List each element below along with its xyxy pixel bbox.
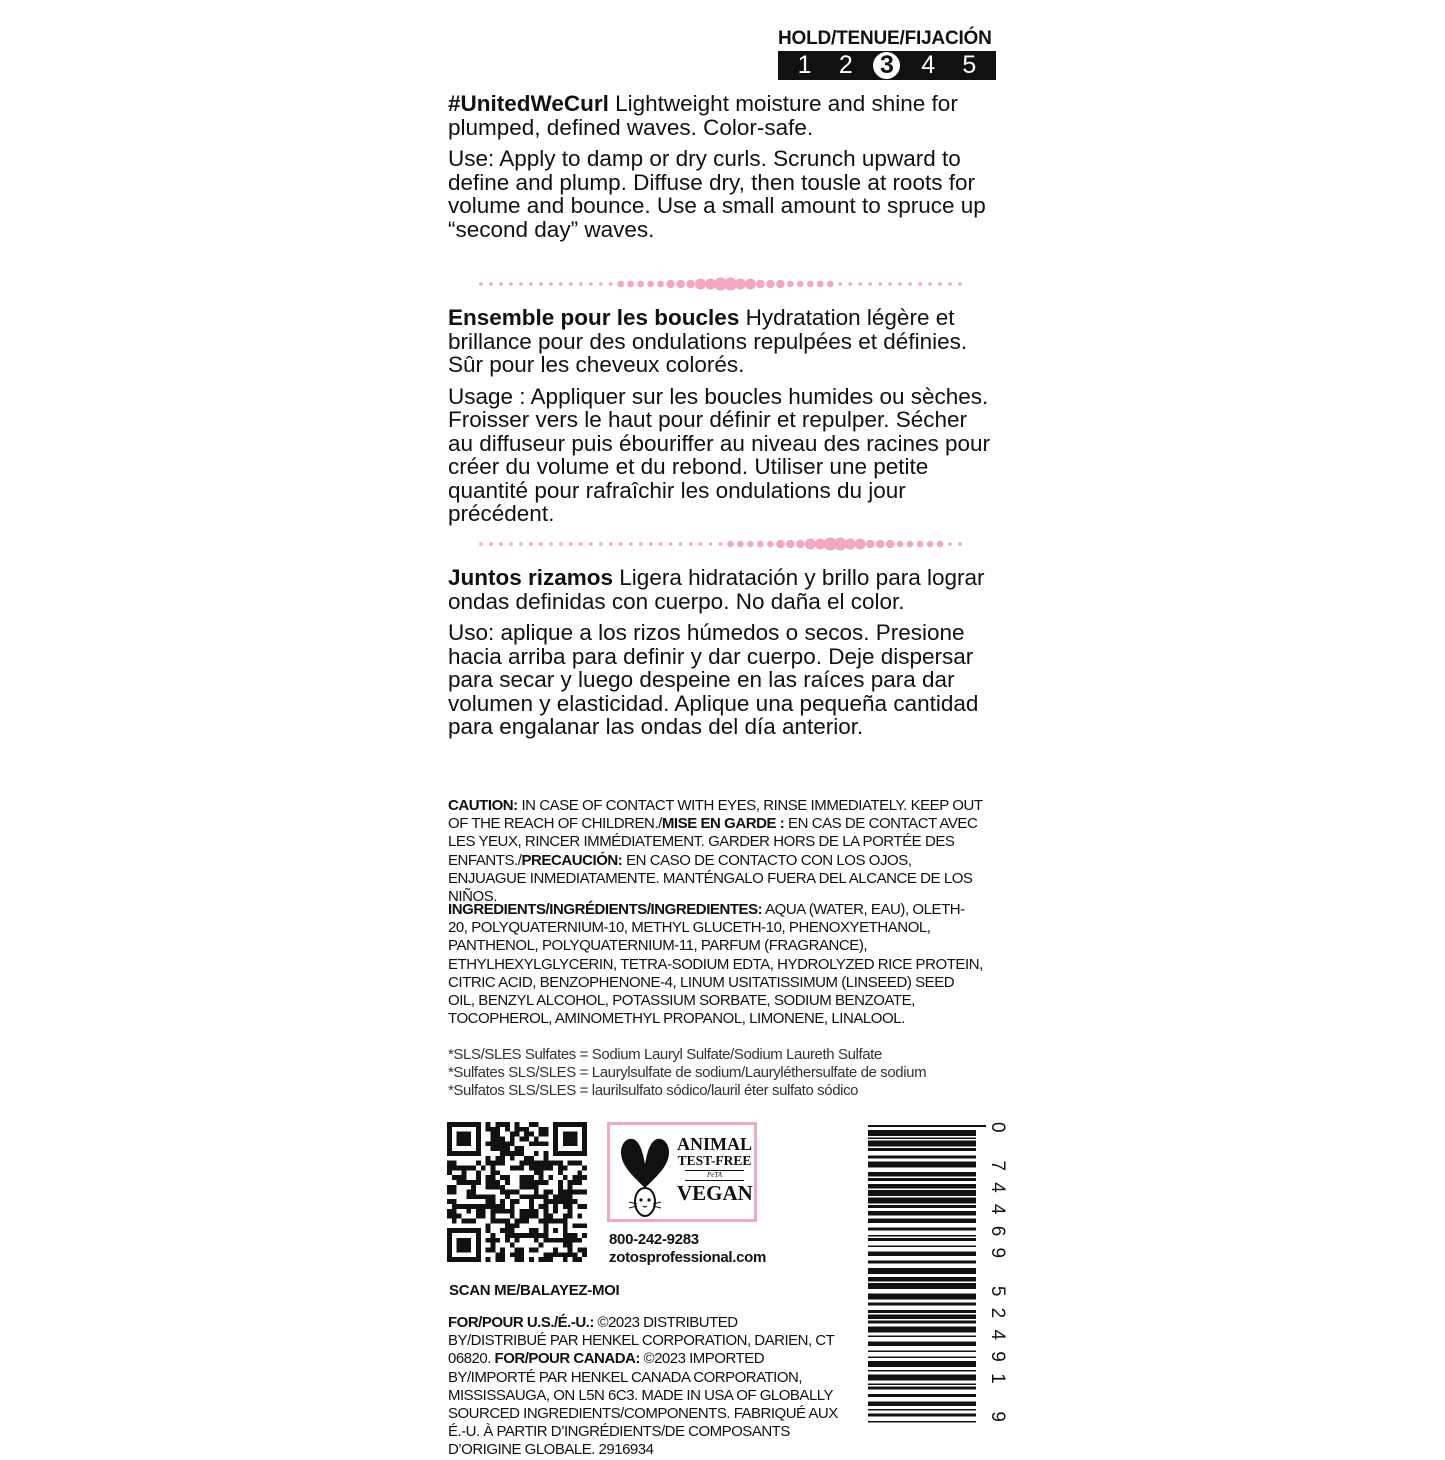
separator-dot: [509, 542, 513, 546]
ingredients-text: [448, 901, 983, 1028]
separator-dot: [897, 541, 904, 548]
distribution-label-us: FOR/POUR U.S./É.-U.:: [448, 1314, 594, 1331]
separator-dot: [669, 542, 673, 546]
peta-logo-text: PeTA: [685, 1170, 744, 1181]
barcode-digits: [976, 1122, 1008, 1422]
separator-dot: [529, 282, 533, 286]
barcode-number: 0 74469 52491 9: [987, 1122, 1008, 1422]
separator-dot: [657, 281, 664, 288]
english-use: Use: Apply to damp or dry curls. Scrunch upward to define and plump. Diffuse dry, then tousle at roots for volume and bounce. Use a small amount to spruce up “second day” waves.: [448, 146, 986, 242]
separator-dot: [787, 281, 794, 288]
separator-dot: [797, 281, 804, 288]
separator-dot: [917, 541, 924, 548]
caution-label-fr: MISE EN GARDE :: [661, 815, 785, 833]
separator-dot: [559, 542, 563, 546]
separator-dot: [499, 282, 503, 286]
french-brand: Ensemble pour les boucles: [448, 305, 740, 330]
spanish-brand: Juntos rizamos: [448, 565, 614, 590]
dotted-separator-1: [478, 274, 963, 294]
separator-dot: [689, 542, 693, 546]
footnote-fr: *Sulfates SLS/SLES = Laurylsulfate de sodium/Lauryléthersulfate de sodium: [448, 1064, 927, 1082]
peta-line-vegan: VEGAN: [677, 1181, 753, 1205]
separator-dot: [579, 282, 583, 286]
separator-dot: [876, 540, 885, 549]
separator-dot: [817, 281, 824, 288]
separator-dot: [958, 542, 962, 546]
separator-dot: [958, 282, 962, 286]
dotted-separator-2: [478, 534, 963, 554]
separator-dot: [928, 282, 932, 286]
hold-level-bar: [778, 51, 996, 80]
separator-dot: [937, 541, 944, 548]
separator-dot: [866, 540, 875, 549]
separator-dot: [855, 539, 866, 550]
contact-info: [609, 1231, 766, 1267]
peta-badge: [607, 1122, 757, 1222]
separator-dot: [489, 542, 493, 546]
footnote-en: *SLS/SLES Sulfates = Sodium Lauryl Sulfate/Sodium Laureth Sulfate: [448, 1046, 882, 1063]
separator-dot: [647, 281, 654, 288]
separator-dot: [489, 282, 493, 286]
distribution-text-ca: ©2023 IMPORTED BY/IMPORTÉ PAR HENKEL CANADA CORPORATION, MISSISSAUGA, ON L5N 6C3. MADE IN USA OF GLOBALLY SOURCED INGREDIENTS/COMPONENTS. FABRIQUÉ AUX É.-U. À PARTIR D’INGRÉDIENTS/DE COMPOSANTS D’ORIGINE GLOBALE. 2916934: [448, 1350, 838, 1459]
separator-dot: [848, 282, 852, 286]
separator-dot: [907, 541, 914, 548]
separator-dot: [786, 540, 795, 549]
separator-dot: [796, 540, 805, 549]
caution-text: [448, 797, 983, 906]
sulfate-footnotes: [448, 1046, 926, 1101]
english-description: [448, 92, 993, 139]
bunny-heart-icon: [615, 1130, 675, 1220]
hold-scale: [778, 28, 996, 80]
qr-code[interactable]: [447, 1122, 587, 1262]
separator-dot: [948, 282, 952, 286]
separator-dot: [569, 282, 573, 286]
separator-dot: [766, 280, 775, 289]
separator-dot: [948, 542, 952, 546]
spanish-section: [448, 566, 993, 739]
separator-dot: [747, 541, 754, 548]
separator-dot: [589, 282, 593, 286]
peta-text: [677, 1135, 752, 1204]
peta-line-animal: ANIMAL: [677, 1134, 752, 1154]
caution-label-en: CAUTION:: [448, 797, 518, 814]
peta-line-test-free: TEST-FREE: [677, 1153, 752, 1168]
separator-dot: [735, 279, 746, 290]
separator-dot: [479, 542, 483, 546]
separator-dot: [886, 540, 895, 549]
phone-number[interactable]: 800-242-9283: [609, 1231, 699, 1248]
separator-dot: [805, 539, 816, 550]
hold-level-5: 5: [962, 51, 977, 79]
separator-dot: [599, 542, 603, 546]
separator-dot: [589, 542, 593, 546]
hold-level-4: 4: [921, 51, 936, 79]
separator-dot: [745, 279, 756, 290]
separator-dot: [529, 542, 533, 546]
separator-dot: [709, 542, 713, 546]
separator-dot: [539, 542, 543, 546]
separator-dot: [676, 280, 685, 289]
separator-dot: [719, 542, 723, 546]
distribution-text: [448, 1314, 838, 1460]
separator-dot: [898, 282, 902, 286]
separator-dot: [549, 542, 553, 546]
spanish-use: Uso: aplique a los rizos húmedos o secos. Presione hacia arriba para definir y dar cuerpo. Deje dispersar para secar y luego despeine en las raíces para dar volumen y elasticidad. Aplique una pequeña cantidad para engalanar las ondas del día anterior.: [448, 620, 979, 739]
english-description-text: Lightweight moisture and shine for plumped, defined waves. Color-safe.: [448, 91, 958, 140]
footnote-es: *Sulfatos SLS/SLES = laurilsulfato sódico/lauril éter sulfato sódico: [448, 1082, 859, 1100]
separator-dot: [908, 282, 912, 286]
separator-dot: [539, 282, 543, 286]
separator-dot: [519, 282, 523, 286]
distribution-label-ca: FOR/POUR CANADA:: [494, 1350, 640, 1368]
separator-dot: [617, 281, 624, 288]
ingredients-label: INGREDIENTS/INGRÉDIENTS/INGREDIENTES:: [448, 901, 763, 918]
separator-dot: [559, 282, 563, 286]
separator-dot: [679, 542, 683, 546]
separator-dot: [695, 279, 706, 290]
separator-dot: [756, 280, 765, 289]
separator-dot: [918, 282, 922, 286]
distribution-text-us: ©2023 DISTRIBUTED BY/DISTRIBUÉ PAR HENKEL CORPORATION, DARIEN, CT 06820.: [448, 1314, 835, 1368]
caution-text-en: IN CASE OF CONTACT WITH EYES, RINSE IMMEDIATELY. KEEP OUT OF THE REACH OF CHILDREN./: [448, 797, 983, 833]
separator-dot: [927, 541, 934, 548]
hold-level-3: 3: [873, 52, 900, 79]
separator-dot: [569, 542, 573, 546]
separator-dot: [839, 282, 843, 286]
separator-dot: [649, 542, 653, 546]
spanish-description: [448, 566, 993, 613]
separator-dot: [858, 282, 862, 286]
caution-text-es: EN CASO DE CONTACTO CON LOS OJOS, ENJUAGUE INMEDIATAMENTE. MANTÉNGALO FUERA DEL ALCANCE DE LOS NIÑOS.: [448, 851, 973, 906]
separator-dot: [637, 281, 644, 288]
qr-caption: SCAN ME/BALAYEZ-MOI: [449, 1282, 620, 1299]
separator-dot: [888, 282, 892, 286]
separator-dot: [878, 282, 882, 286]
separator-dot: [699, 542, 703, 546]
separator-dot: [499, 542, 503, 546]
separator-dot: [609, 282, 613, 286]
separator-dot: [666, 280, 675, 289]
separator-dot: [599, 282, 603, 286]
separator-dot: [807, 281, 814, 288]
separator-dot: [727, 541, 734, 548]
hold-title: HOLD/TENUE/FIJACIÓN: [778, 28, 992, 49]
separator-dot: [845, 539, 856, 550]
separator-dot: [509, 282, 513, 286]
separator-dot: [579, 542, 583, 546]
separator-dot: [868, 282, 872, 286]
french-description: [448, 306, 993, 377]
french-description-text: Hydratation légère et brillance pour des ondulations repulpées et définies. Sûr pour les cheveux colorés.: [448, 305, 968, 377]
ingredients-list: AQUA (WATER, EAU), OLETH-20, POLYQUATERNIUM-10, METHYL GLUCETH-10, PHENOXYETHANOL, PANTHENOL, POLYQUATERNIUM-11, PARFUM (FRAGRANCE), ETHYLHEXYLGLYCERIN, TETRA-SODIUM EDTA, HYDROLYZED RICE PROTEIN, CITRIC ACID, BENZOPHENONE-4, LINUM USITATISSIMUM (LINSEED) SEED OIL, BENZYL ALCOHOL, POTASSIUM SORBATE, SODIUM BENZOATE, TOCOPHEROL, AMINOMETHYL PROPANOL, LIMONENE, LINALOOL.: [448, 901, 983, 1028]
separator-dot: [639, 542, 643, 546]
separator-dot: [627, 281, 634, 288]
separator-dot: [479, 282, 483, 286]
separator-dot: [549, 282, 553, 286]
separator-dot: [737, 541, 744, 548]
separator-dot: [767, 541, 774, 548]
separator-dot: [619, 542, 623, 546]
spanish-description-text: Ligera hidratación y brillo para lograr ondas definidas con cuerpo. No daña el color.: [448, 565, 985, 614]
french-use: Usage : Appliquer sur les boucles humides ou sèches. Froisser vers le haut pour définir et repulper. Sécher au diffuseur puis ébouriffer au niveau des racines pour créer du volume et du rebond. Utiliser une petite quantité pour rafraîchir les ondulations du jour précédent.: [448, 383, 991, 526]
english-section: [448, 92, 993, 241]
separator-dot: [938, 282, 942, 286]
separator-dot: [776, 540, 785, 549]
separator-dot: [827, 281, 834, 288]
separator-dot: [776, 280, 785, 289]
english-brand: #UnitedWeCurl: [448, 91, 609, 116]
caution-text-fr: EN CAS DE CONTACT AVEC LES YEUX, RINCER IMMÉDIATEMENT. GARDER HORS DE LA PORTÉE DES ENFANTS./: [448, 815, 978, 869]
french-section: [448, 306, 993, 526]
separator-dot: [659, 542, 663, 546]
separator-dot: [519, 542, 523, 546]
separator-dot: [757, 541, 764, 548]
separator-dot: [686, 280, 695, 289]
separator-dot: [609, 542, 613, 546]
hold-level-1: 1: [797, 51, 812, 79]
caution-label-es: PRECAUCIÓN:: [521, 851, 623, 869]
hold-level-2: 2: [838, 51, 853, 79]
separator-dot: [629, 542, 633, 546]
website-link[interactable]: zotosprofessional.com: [609, 1249, 767, 1266]
